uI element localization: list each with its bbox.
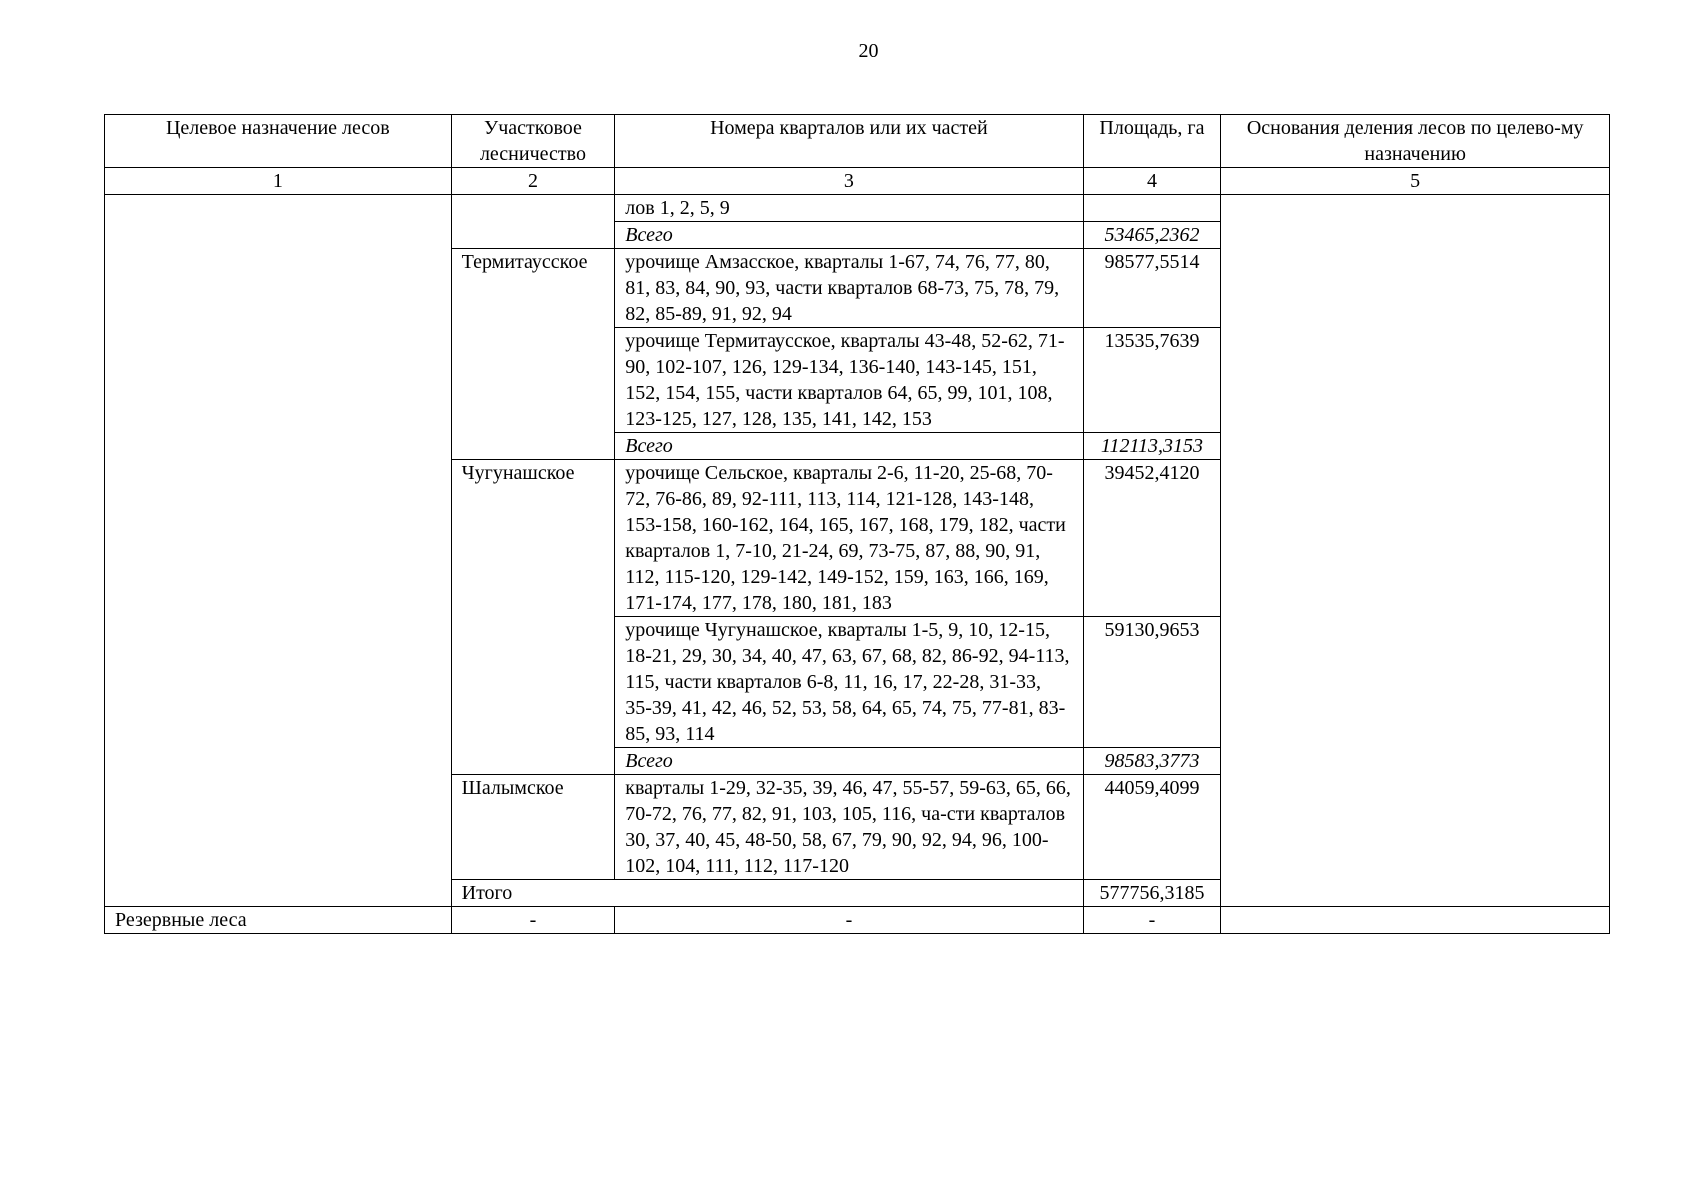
subtotal-value: 53465,2362 (1083, 222, 1221, 249)
reserve-forests-label: Резервные леса (105, 907, 452, 934)
district-name: Термитаусское (451, 249, 615, 460)
subtotal-label: Всего (615, 748, 1083, 775)
area-cell: 39452,4120 (1083, 460, 1221, 617)
column-number: 1 (105, 168, 452, 195)
reserve-quarters: - (615, 907, 1083, 934)
subtotal-label: Всего (615, 222, 1083, 249)
purpose-cell-empty (105, 195, 452, 907)
area-cell (1083, 195, 1221, 222)
area-cell: 44059,4099 (1083, 775, 1221, 880)
district-name: Шалымское (451, 775, 615, 880)
forest-allocation-table (104, 114, 1610, 934)
grounds-cell-empty (1221, 195, 1610, 907)
reserve-forests-row (105, 907, 1610, 934)
header-grounds: Основания деления лесов по целево-му назначению (1221, 115, 1610, 168)
column-number: 2 (451, 168, 615, 195)
quarters-cell: урочище Чугунашское, кварталы 1-5, 9, 10, 12-15, 18-21, 29, 30, 34, 40, 47, 63, 67, 68, 82, 86-92, 94-113, 115, части кварталов 6-8, 11, 16, 17, 22-28, 31-33, 35-39, 41, 42, 46, 52, 53, 58, 64, 65, 74, 75, 77-81, 83-85, 93, 114 (615, 617, 1083, 748)
grand-total-label: Итого (451, 880, 1083, 907)
subtotal-value: 98583,3773 (1083, 748, 1221, 775)
area-cell: 98577,5514 (1083, 249, 1221, 328)
table-row (105, 195, 1610, 222)
column-number: 5 (1221, 168, 1610, 195)
quarters-cell: урочище Термитаусское, кварталы 43-48, 52-62, 71-90, 102-107, 126, 129-134, 136-140, 143-145, 151, 152, 154, 155, части кварталов 64, 65, 99, 101, 108, 123-125, 127, 128, 135, 141, 142, 153 (615, 328, 1083, 433)
header-area: Площадь, га (1083, 115, 1221, 168)
district-name: Чугунашское (451, 460, 615, 775)
quarters-cell: лов 1, 2, 5, 9 (615, 195, 1083, 222)
reserve-district: - (451, 907, 615, 934)
column-number: 3 (615, 168, 1083, 195)
reserve-area: - (1083, 907, 1221, 934)
subtotal-label: Всего (615, 433, 1083, 460)
column-number: 4 (1083, 168, 1221, 195)
column-number-row (105, 168, 1610, 195)
header-quarter-numbers: Номера кварталов или их частей (615, 115, 1083, 168)
grand-total-value: 577756,3185 (1083, 880, 1221, 907)
page-number: 20 (858, 40, 879, 62)
area-cell: 13535,7639 (1083, 328, 1221, 433)
subtotal-value: 112113,3153 (1083, 433, 1221, 460)
header-district-forestry: Участковое лесничество (451, 115, 615, 168)
quarters-cell: урочище Сельское, кварталы 2-6, 11-20, 25-68, 70-72, 76-86, 89, 92-111, 113, 114, 121-128, 143-148, 153-158, 160-162, 164, 165, 167, 168, 179, 182, части кварталов 1, 7-10, 21-24, 69, 73-75, 87, 88, 90, 91, 112, 115-120, 129-142, 149-152, 159, 163, 166, 169, 171-174, 177, 178, 180, 181, 183 (615, 460, 1083, 617)
quarters-cell: кварталы 1-29, 32-35, 39, 46, 47, 55-57, 59-63, 65, 66, 70-72, 76, 77, 82, 91, 103, 105, 116, ча-сти кварталов 30, 37, 40, 45, 48-50, 58, 67, 79, 90, 92, 94, 96, 100-102, 104, 111, 112, 117-120 (615, 775, 1083, 880)
header-row (105, 115, 1610, 168)
header-purpose: Целевое назначение лесов (105, 115, 452, 168)
area-cell: 59130,9653 (1083, 617, 1221, 748)
quarters-cell: урочище Амзасское, кварталы 1-67, 74, 76, 77, 80, 81, 83, 84, 90, 93, части кварталов 68-73, 75, 78, 79, 82, 85-89, 91, 92, 94 (615, 249, 1083, 328)
reserve-grounds (1221, 907, 1610, 934)
district-cell-empty (451, 195, 615, 249)
